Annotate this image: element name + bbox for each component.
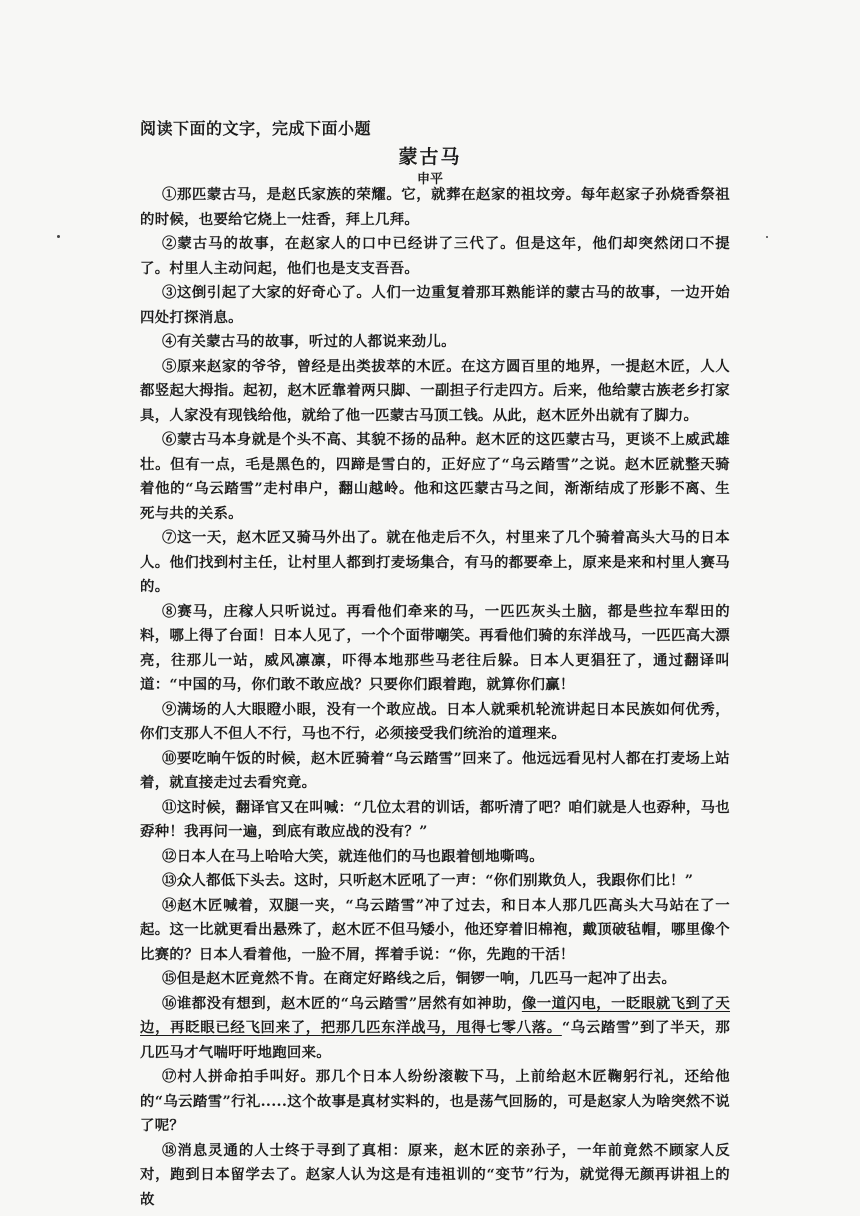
paragraph-10: ⑩要吃晌午饭的时候，赵木匠骑着“乌云踏雪”回来了。他远远看见村人都在打麦场上站着，就直接走过去看究竟。 [140,749,730,791]
paragraph-12: ⑫日本人在马上哈哈大笑，就连他们的马也跟着刨地嘶鸣。 [162,847,544,865]
paragraph-18: ⑱消息灵通的人士终于寻到了真相：原来，赵木匠的亲孙子，一年前竟然不顾家人反对，跑到日本留学去了。赵家人认为这是有违祖训的“变节”行为，就觉得无颜再讲祖上的故 [140,1141,730,1208]
paragraph-8: ⑧赛马，庄稼人只听说过。再看他们牵来的马，一匹匹灰头土脑，都是些拉车犁田的料，哪上得了台面！日本人见了，一个个面带嘲笑。再看他们骑的东洋战马，一匹匹高大漂亮，往那儿一站，威风凛凛，吓得本地那些马老往后躲。日本人更猖狂了，通过翻译叫道：“中国的马，你们敢不敢应战？只要你们跟着跑，就算你们赢！ [140,602,730,693]
article-body [140,183,730,1212]
paragraph-16: ⑯谁都没有想到，赵木匠的“乌云踏雪”居然有如神助，像一道闪电，一眨眼就飞到了天边，再眨眼已经飞回来了，把那几匹东洋战马，甩得七零八落。“乌云踏雪”到了半天，那几匹马才气喘吁吁地跑回来。 [140,994,731,1061]
article-title: 蒙古马 [398,146,462,168]
paragraph-15: ⑮但是赵木匠竟然不肯。在商定好路线之后，铜锣一响，几匹马一起冲了出去。 [162,970,677,987]
article-author: 申平 [416,172,443,187]
paragraph-4: ④有关蒙古马的故事，听过的人都说来劲儿。 [162,333,456,350]
paragraph-11: ⑪这时候，翻译官又在叫喊：“几位太君的训话，都听清了吧？咱们就是人也孬种，马也孬种！我再问一遍，到底有敢应战的没有？” [140,798,730,840]
paragraph-2: ②蒙古马的故事，在赵家人的口中已经讲了三代了。但是这年，他们却突然闭口不提了。村里人主动问起，他们也是支支吾吾。 [140,235,730,277]
paragraph-3: ③这倒引起了大家的好奇心了。人们一边重复着那耳熟能详的蒙古马的故事，一边开始四处打探消息。 [140,284,730,326]
paragraph-5: ⑤原来赵家的爷爷，曾经是出类拔萃的木匠。在这方圆百里的地界，一提赵木匠，人人都竖起大拇指。起初，赵木匠靠着两只脚、一副担子行走四方。后来，他给蒙古族老乡打家具，人家没有现钱给他，就给了他一匹蒙古马顶工钱。从此，赵木匠外出就有了脚力。 [140,357,730,424]
paragraph-13: ⑬众人都低下头去。这时，只听赵木匠吼了一声：“你们别欺负人，我跟你们比！” [162,872,694,889]
paragraph-14: ⑭赵木匠喊着，双腿一夹，“乌云踏雪”冲了过去，和日本人那几匹高头大马站在了一起。这一比就更看出悬殊了，赵木匠不但马矮小，他还穿着旧棉袍，戴顶破毡帽，哪里像个比赛的？日本人看着他，一脸不屑，挥着手说：“你，先跑的干活！ [140,896,730,963]
scan-speck [766,236,768,238]
instruction-text: 阅读下面的文字，完成下面小题 [140,119,372,138]
paragraph-7: ⑦这一天，赵木匠又骑马外出了。就在他走后不久，村里来了几个骑着高头大马的日本人。他们找到村主任，让村里人都到打麦场集合，有马的都要牵上，原来是来和村里人赛马的。 [140,529,730,595]
underlined-sentence: 像一道闪电，一眨眼就飞到了天边，再眨眼已经飞回来了，把那几匹东洋战马，甩得七零八落。 [140,994,731,1036]
paragraph-6: ⑥蒙古马本身就是个头不高、其貌不扬的品种。赵木匠的这匹蒙古马，更谈不上威武雄壮。但有一点，毛是黑色的，四蹄是雪白的，正好应了“乌云踏雪”之说。赵木匠就整天骑着他的“乌云踏雪”走村串户，翻山越岭。他和这匹蒙古马之间，渐渐结成了形影不离、生死与共的关系。 [140,431,730,522]
paragraph-17: ⑰村人拼命拍手叫好。那几个日本人纷纷滚鞍下马，上前给赵木匠鞠躬行礼，还给他的“乌云踏雪”行礼.....这个故事是真材实料的，也是荡气回肠的，可是赵家人为啥突然不说了呢？ [140,1068,730,1134]
paragraph-9: ⑨满场的人大眼瞪小眼，没有一个敢应战。日本人就乘机轮流讲起日本民族如何优秀，你们支那人不但人不行，马也不行，必须接受我们统治的道理来。 [140,700,730,742]
scan-speck [57,235,60,238]
paragraph-1: ①那匹蒙古马，是赵氏家族的荣耀。它，就葬在赵家的祖坟旁。每年赵家子孙烧香祭祖的时候，也要给它烧上一炷香，拜上几拜。 [140,186,730,228]
